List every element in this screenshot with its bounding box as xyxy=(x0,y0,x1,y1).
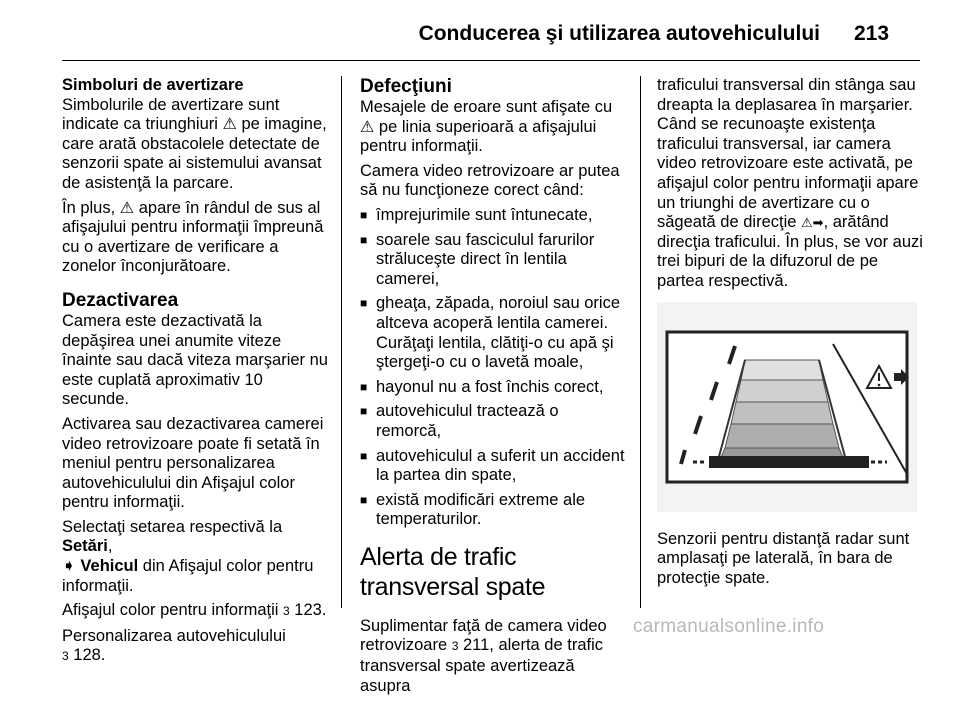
text-run: , xyxy=(107,537,113,556)
page-header-title: Conducerea şi utilizarea autovehiculului xyxy=(418,22,820,45)
text-run: Afişajul color pentru informaţii xyxy=(62,601,284,620)
warning-dot xyxy=(878,383,881,386)
text-run: Suplimentar faţă de camera video retrovizoare xyxy=(360,616,607,655)
guide-zone-far xyxy=(741,360,823,380)
direction-warning-icon: ⚠➡ xyxy=(801,215,824,231)
guide-zone-2 xyxy=(725,424,839,448)
text-run: pe linia superioară a afişajului pentru informaţii. xyxy=(360,117,597,156)
column-separator-1 xyxy=(341,76,342,608)
malfunction-list xyxy=(360,206,626,530)
bumper-bar xyxy=(709,456,869,468)
header-rule xyxy=(62,60,920,61)
guide-zone-4 xyxy=(736,380,828,402)
page-number: 213 xyxy=(854,22,890,45)
list-item: ■ autovehiculul a suferit un accident la partea din spate, xyxy=(360,447,626,486)
watermark: carmanualsonline.info xyxy=(633,616,825,637)
section-heading-faults: Defecţiuni xyxy=(360,76,452,97)
menu-label-settings: Setări xyxy=(62,537,108,556)
guide-zone-3 xyxy=(731,402,833,424)
paragraph-select-setting xyxy=(62,518,328,596)
text-run: În plus, xyxy=(62,198,120,217)
warning-triangle-icon: ⚠ xyxy=(360,118,375,136)
paragraph-error-messages xyxy=(360,98,626,157)
paragraph-camera-malfunction: Camera video retrovizoare ar putea să nu funcţioneze corect când: xyxy=(360,161,620,200)
column-separator-2 xyxy=(640,76,641,608)
list-item: ■ există modificări extreme ale temperaturilor. xyxy=(360,491,626,530)
paragraph-ref-personalization xyxy=(62,627,328,667)
text-run: Mesajele de eroare sunt afişate cu xyxy=(360,98,613,116)
column-2 xyxy=(360,76,626,701)
page-ref-arrow-icon: 3 xyxy=(451,639,459,654)
text-run: pe imagine, care arată obstacolele detectate de senzorii spate ai sistemului avansat de asistenţă la parcare. xyxy=(62,115,327,192)
text-run: traficului transversal din stânga sau dreapta la deplasarea în marşarier. Când se recunoaşte existenţa traficului transversal, iar camera video retrovizoare este activată, pe afişajul color pentru informaţii apare un triunghi de avertizare cu o săgeată de direcţie xyxy=(657,76,919,232)
list-item: ■ împrejurimile sunt întunecate, xyxy=(360,206,626,226)
list-item: ■ autovehiculul tractează o remorcă, xyxy=(360,402,626,441)
menu-label-vehicle: Vehicul xyxy=(80,557,139,576)
list-item: ■ gheaţa, zăpada, noroiul sau orice altceva acoperă lentila camerei. Curăţaţi lentila, clătiţi-o cu apă şi ştergeţi-o cu o lavetă moale, xyxy=(360,294,626,372)
list-item: ■ hayonul nu a fost închis corect, xyxy=(360,378,626,398)
rear-camera-display-illustration xyxy=(657,302,917,512)
column-1 xyxy=(62,76,328,672)
paragraph-cross-traffic-detail xyxy=(657,76,923,292)
text-run: Personalizarea autovehiculului xyxy=(62,626,286,645)
text-run: Simbolurile de avertizare sunt indicate ca triunghiuri xyxy=(62,95,280,134)
section-heading-rear-cross-traffic: Alerta de trafic transversal spate xyxy=(360,542,546,601)
section-heading-warning-symbols: Simboluri de avertizare xyxy=(62,76,244,94)
text-run: 128. xyxy=(68,646,106,665)
text-run: , arătând direcţia traficului. În plus, se vor auzi trei bipuri de la difuzorul de pe partea respectivă. xyxy=(657,213,923,290)
text-run: 123. xyxy=(289,601,327,620)
paragraph-activation: Activarea sau dezactivarea camerei video retrovizoare poate fi setată în meniul pentru personalizarea autovehiculului din Afişajul color pentru informaţii. xyxy=(62,414,324,512)
text-run: din Afişajul color pentru informaţii. xyxy=(62,557,314,595)
page-ref-arrow-icon: 3 xyxy=(283,604,290,619)
text-run: Selectaţi setarea respectivă la xyxy=(62,517,283,536)
text-run: 211, alerta de trafic transversal spate avertizează asupra xyxy=(360,636,603,695)
text-run: apare în rândul de sus al afişajului pentru informaţii împreună cu o avertizare de verificare a zonelor înconjurătoare. xyxy=(62,198,324,276)
warning-triangle-icon: ⚠ xyxy=(119,199,135,217)
paragraph-additional-warning xyxy=(62,199,328,277)
column-3 xyxy=(657,76,923,593)
camera-display-svg xyxy=(657,302,917,512)
page-ref-arrow-icon: 3 xyxy=(62,649,69,664)
list-item: ■ soarele sau fasciculul farurilor străluceşte direct în lentila camerei, xyxy=(360,231,626,290)
paragraph-rear-cross-traffic xyxy=(360,617,626,696)
warning-triangle-icon: ⚠ xyxy=(222,116,237,134)
paragraph-deactivation: Camera este dezactivată la depăşirea unei anumite viteze înainte sau dacă viteza marşarier nu este cuplată aproximativ 10 secunde. xyxy=(62,311,328,409)
paragraph-ref-color-display xyxy=(62,601,328,622)
paragraph-warning-symbols xyxy=(62,96,328,194)
menu-arrow-icon: ➧ xyxy=(62,557,76,576)
paragraph-radar-sensors: Senzorii pentru distanţă radar sunt amplasaţi pe laterală, în bara de protecţie spate. xyxy=(657,529,910,587)
section-heading-deactivation: Dezactivarea xyxy=(62,289,179,311)
